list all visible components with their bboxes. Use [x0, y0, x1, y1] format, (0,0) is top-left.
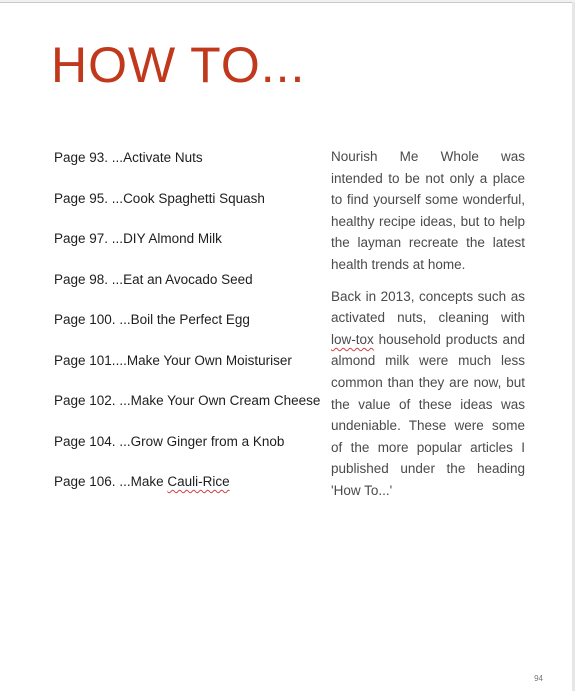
- toc-item: [54, 148, 329, 189]
- intro-paragraph: Nourish Me Whole was intended to be not only a place to find yourself some wonderful, healthy recipe ideas, but to help the layman recreate the latest health trends at home.: [331, 149, 525, 272]
- toc-item: [54, 432, 329, 473]
- paragraph-text: Back in 2013, concepts such as activated nuts, cleaning with: [331, 288, 525, 326]
- spellcheck-flagged-word[interactable]: Cauli-Rice: [167, 474, 230, 489]
- toc-page-ref: Page 97.: [54, 231, 109, 246]
- toc-item: [54, 229, 329, 270]
- toc-item-text: Make Your Own Cream Cheese: [130, 393, 321, 408]
- page-number: 94: [534, 674, 543, 683]
- toc-item-text: Cook Spaghetti Squash: [123, 190, 265, 206]
- toc-separator: ...: [115, 474, 131, 489]
- toc-page-ref: Page 104.: [54, 433, 116, 449]
- toc-item: [54, 189, 329, 230]
- toc-page-ref: Page 100.: [54, 312, 116, 327]
- toc-separator: ...: [108, 271, 124, 287]
- toc-item-text: Activate Nuts: [123, 150, 203, 165]
- toc-item: [54, 351, 329, 392]
- toc-item: [54, 310, 329, 351]
- toc-separator: ...: [108, 150, 124, 165]
- toc-page-ref: Page 93.: [54, 150, 109, 165]
- toc-separator: ...: [108, 190, 124, 206]
- page-title: HOW TO...: [51, 37, 306, 93]
- toc-page-ref: Page 102.: [54, 393, 116, 408]
- toc-page-ref: Page 101.: [54, 352, 116, 368]
- toc-item: [54, 270, 329, 311]
- toc-separator: ...: [115, 312, 131, 327]
- toc-page-ref: Page 106.: [54, 474, 116, 489]
- table-of-contents: [54, 148, 329, 513]
- toc-item-text: Grow Ginger from a Knob: [130, 433, 285, 449]
- toc-separator: ...: [108, 231, 124, 246]
- intro-paragraph: [331, 286, 525, 502]
- toc-page-ref: Page 98.: [54, 271, 109, 287]
- toc-item-text: Make: [130, 474, 168, 489]
- toc-item-text: Make Your Own Moisturiser: [126, 352, 292, 368]
- paragraph-text: household products and almond milk were much less common than they are now, but the value of these ideas was undeniable. These were some of the more popular articles I published under the heading 'How To...': [331, 331, 525, 498]
- toc-separator: ...: [115, 433, 131, 449]
- toc-separator: ...: [115, 352, 127, 368]
- toc-item: [54, 472, 329, 513]
- intro-text: [331, 146, 525, 512]
- toc-page-ref: Page 95.: [54, 190, 109, 206]
- toc-item-text: DIY Almond Milk: [123, 231, 222, 246]
- toc-item-text: Boil the Perfect Egg: [130, 312, 250, 327]
- toc-separator: ...: [115, 393, 131, 408]
- spellcheck-flagged-word[interactable]: low-tox: [331, 331, 374, 347]
- toc-item-text: Eat an Avocado Seed: [123, 271, 253, 287]
- toc-item: [54, 391, 329, 432]
